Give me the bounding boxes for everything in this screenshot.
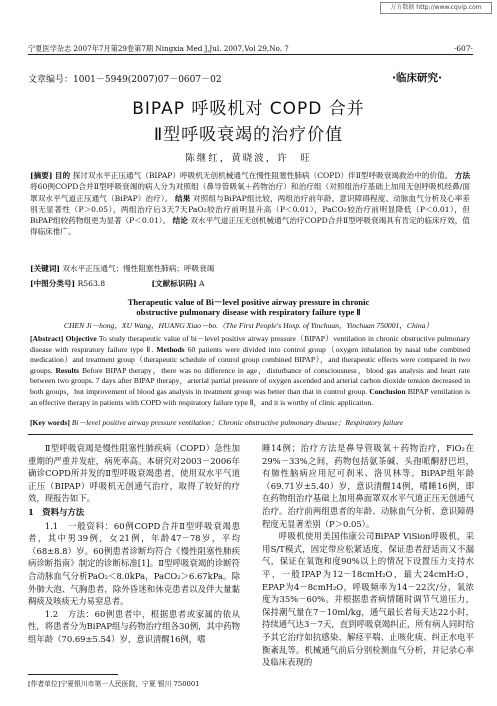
methods-text: 将60例COPD合并Ⅱ型呼吸衰竭的病人分为对照组（鼻导管吸氧＋药物治疗）和治疗组（对照组治疗基础上加用无创呼吸机经鼻/面罩双水平气道正压通气（BiPAP）治疗）。 (30, 182, 470, 203)
english-results: Before BIPAP therapy，there was no difference in age，disturbance of consciousness，blood gas analysis and heart rate between two groups. 7 days after BIPAP therapy，arterial partial pressure of oxygen ascended and arterial carbon dioxide tension decreased in both groups，but improvement of blood gas analysis in treatment group was better than that in control group. (30, 365, 470, 396)
abstract-cn (30, 170, 470, 238)
running-head: 宁夏医学杂志 2007年7月第29卷第7期 Ningxia Med J,Jul. 2007,Vol 29,No. 7 (28, 44, 289, 53)
clc-value: R563.8 (77, 279, 106, 288)
section-label: ·临床研究· (392, 72, 442, 84)
body-rule (28, 434, 473, 435)
authors: 陈继红，黄晓波，许 旺 (185, 153, 312, 164)
general-data-paragraph: 1.1 一般资料：60例COPD合并Ⅱ型呼吸衰竭患者，其中男39例，女21例，年龄47－78岁，平均（68±8.8）岁。60例患者诊断均符合《慢性阻塞性肺疾病诊断指南》制定的诊断标准[1]。Ⅱ型呼吸衰竭的诊断符合动脉血气分析PaO₂＜8.0kPa，PaCO₂＞6.67kPa。除外肺大泡、气胸患者，除外昏迷和休克患者以及伴大量黏稠痰及咳痰无力易窒息者。 (28, 520, 240, 607)
english-methods: 60 patients were divided into control group（oxygen inhalation by nasal tube combined medication）and treatment group（therapeutic schedule of control group combined BIPAP），and therapeutic effects were compared in two groups. (30, 344, 470, 375)
english-title-line-2: obstructive pulmonary disease with respiratory failure type Ⅱ (136, 307, 361, 317)
keywords-cn-text: 双水平正压通气；慢性阻塞性肺病；呼吸衰竭 (62, 264, 215, 273)
objective-text: 探讨双水平正压通气（BIPAP）呼吸机无创机械通气在慢性阻塞性肺病（COPD）伴Ⅱ型呼吸衰竭救治中的价值。 (72, 171, 453, 180)
footnote-rule (28, 674, 118, 675)
author-affiliation-footnote: [作者单位]宁夏银川市第一人民医院，宁夏 银川 750001 (28, 680, 200, 688)
english-objective: To study therapeutic value of bi－level positive airway pressure（BIPAP）ventilation in chronic obstructive pulmonary disease with respiratory failure type Ⅱ. (30, 334, 471, 354)
abstract-en (30, 334, 470, 408)
english-keywords: Bi－level positive airway pressure ventilation；Chronic obstructive pulmonary disease；Respiratory failure (71, 418, 404, 427)
english-title-line-1: Therapeutic value of Bi－level positive airway pressure in chronic (127, 297, 370, 307)
right-paragraph-2: 呼吸机使用美国伟康公司BiPAP ViSion呼吸机，采用S/T模式，固定带应松紧适度，保证患者舒适而又不漏气，保证在氧饱和度90%以上的情况下设置压力支持水平，一般IPAP为12－18cmH₂O，最大24cmH₂O，EPAP为4－8cmH₂O，呼吸频率为14－22次/分，氧浓度为35%－60%。并根据患者病情随时调节气道压力，保持潮气量在7－10ml/kg，通气最长者每天达22小时，持续通气达3－7天，直到呼吸衰竭纠正，所有病人同时给予其它治疗如抗感染、解痉平喘、止咳化痰、纠正水电平衡紊乱等。机械通气前后分别检测血气分析，并记录心率及临床表现的 (262, 531, 474, 668)
abstract-label: [摘要] (30, 171, 53, 180)
results-text: 对照组与BiPAP组比较，两组治疗前年龄、意识障碍程度、动脉血气分析及心率差别无显著性（P＞0.05），两组治疗后3天7天PaO₂较治疗前明显升高（P＜0.01），PaCO₂较治疗前明显降低（P＜0.01），但BiPAP组较药物组更为显著（P＜0.01）。 (30, 193, 471, 226)
english-results-label: Results (55, 365, 80, 375)
intro-paragraph: Ⅱ型呼吸衰竭是慢性阻塞性肺疾病（COPD）急性加重期的严重并发症，病死率高。本研究对2003－2006年确诊COPD所并发的Ⅱ型呼吸衰竭患者，使用双水平气道正压（BIPAP）呼吸机无创通气治疗，取得了较好的疗效，现报告如下。 (28, 443, 240, 504)
keywords-en (30, 418, 470, 429)
keywords-cn-label: [关键词] (30, 264, 60, 273)
title-line-2: Ⅱ型呼吸衰竭的治疗价值 (153, 125, 344, 145)
english-authors: CHEN Ji－hong，XU Wang，HUANG Xiao－bo.（The First People's Hosp. of Yinchuan，Yinchuan 750001，China） (63, 321, 434, 330)
methods-label: 方法 (454, 171, 471, 180)
classification (30, 278, 249, 289)
conclusion-text: 双水平气道正压无创机械通气治疗COPD合并Ⅱ型呼吸衰竭具有肯定的临床疗效，值得临床推广。 (30, 216, 470, 237)
right-paragraph-1: 睡14例；治疗方法是鼻导管吸氧＋药物治疗，FiO₂在29%－33%之间，药物包括氨茶碱、头孢哌酮舒巴坦，有肺性脑病应用尼可刹米、洛贝林等。BiPAP组年龄（69.71岁±5.40）岁，意识清醒14例，嗜睡16例，即在药物组治疗基础上加用鼻面罩双水平气道正压无创通气治疗。治疗前两组患者的年龄、动脉血气分析、意识障碍程度无显著差别（P＞0.05）。 (262, 443, 474, 529)
english-conclusion-label: Conclusion (369, 386, 406, 396)
english-keywords-label: [Key words] (30, 418, 70, 427)
body-column-right (262, 442, 474, 669)
source-stamp: 万方数据 http://www.cqvip.com (380, 2, 492, 14)
english-abstract-label: [Abstract] (30, 334, 64, 343)
body-column-left (28, 442, 240, 646)
conclusion-label: 结论 (172, 216, 188, 226)
header-rule (28, 54, 473, 55)
keywords-cn (30, 263, 470, 274)
results-label: 结果 (175, 193, 191, 203)
section-heading-materials: 1 资料与方法 (28, 506, 85, 517)
doc-code-label: [文献标识码] (151, 279, 197, 288)
english-methods-label: Methods (156, 344, 185, 354)
page-number: ·607· (453, 44, 473, 53)
clc-label: [中图分类号] (30, 279, 76, 288)
title-line-1: BIPAP 呼吸机对 COPD 合并 (132, 99, 365, 119)
article-number: 文章编号：1001－5949(2007)07－0607－02 (28, 75, 222, 85)
methods-paragraph: 1.2 方法：60例患者中，根据患者或家属的依从性，将患者分为BiPAP组与药物治疗组各30例，其中药物组年龄（70.69±5.54）岁，意识清醒16例，嗜 (28, 608, 240, 644)
doc-code-value: A (199, 279, 205, 288)
english-objective-label: Objective (65, 334, 97, 343)
objective-label: 目的 (54, 171, 71, 180)
english-conclusion: BIPAP ventilation is an effective therapy in patients with COPD with respiratory failure type Ⅱ，and it is worthy of clinic application. (30, 386, 470, 407)
